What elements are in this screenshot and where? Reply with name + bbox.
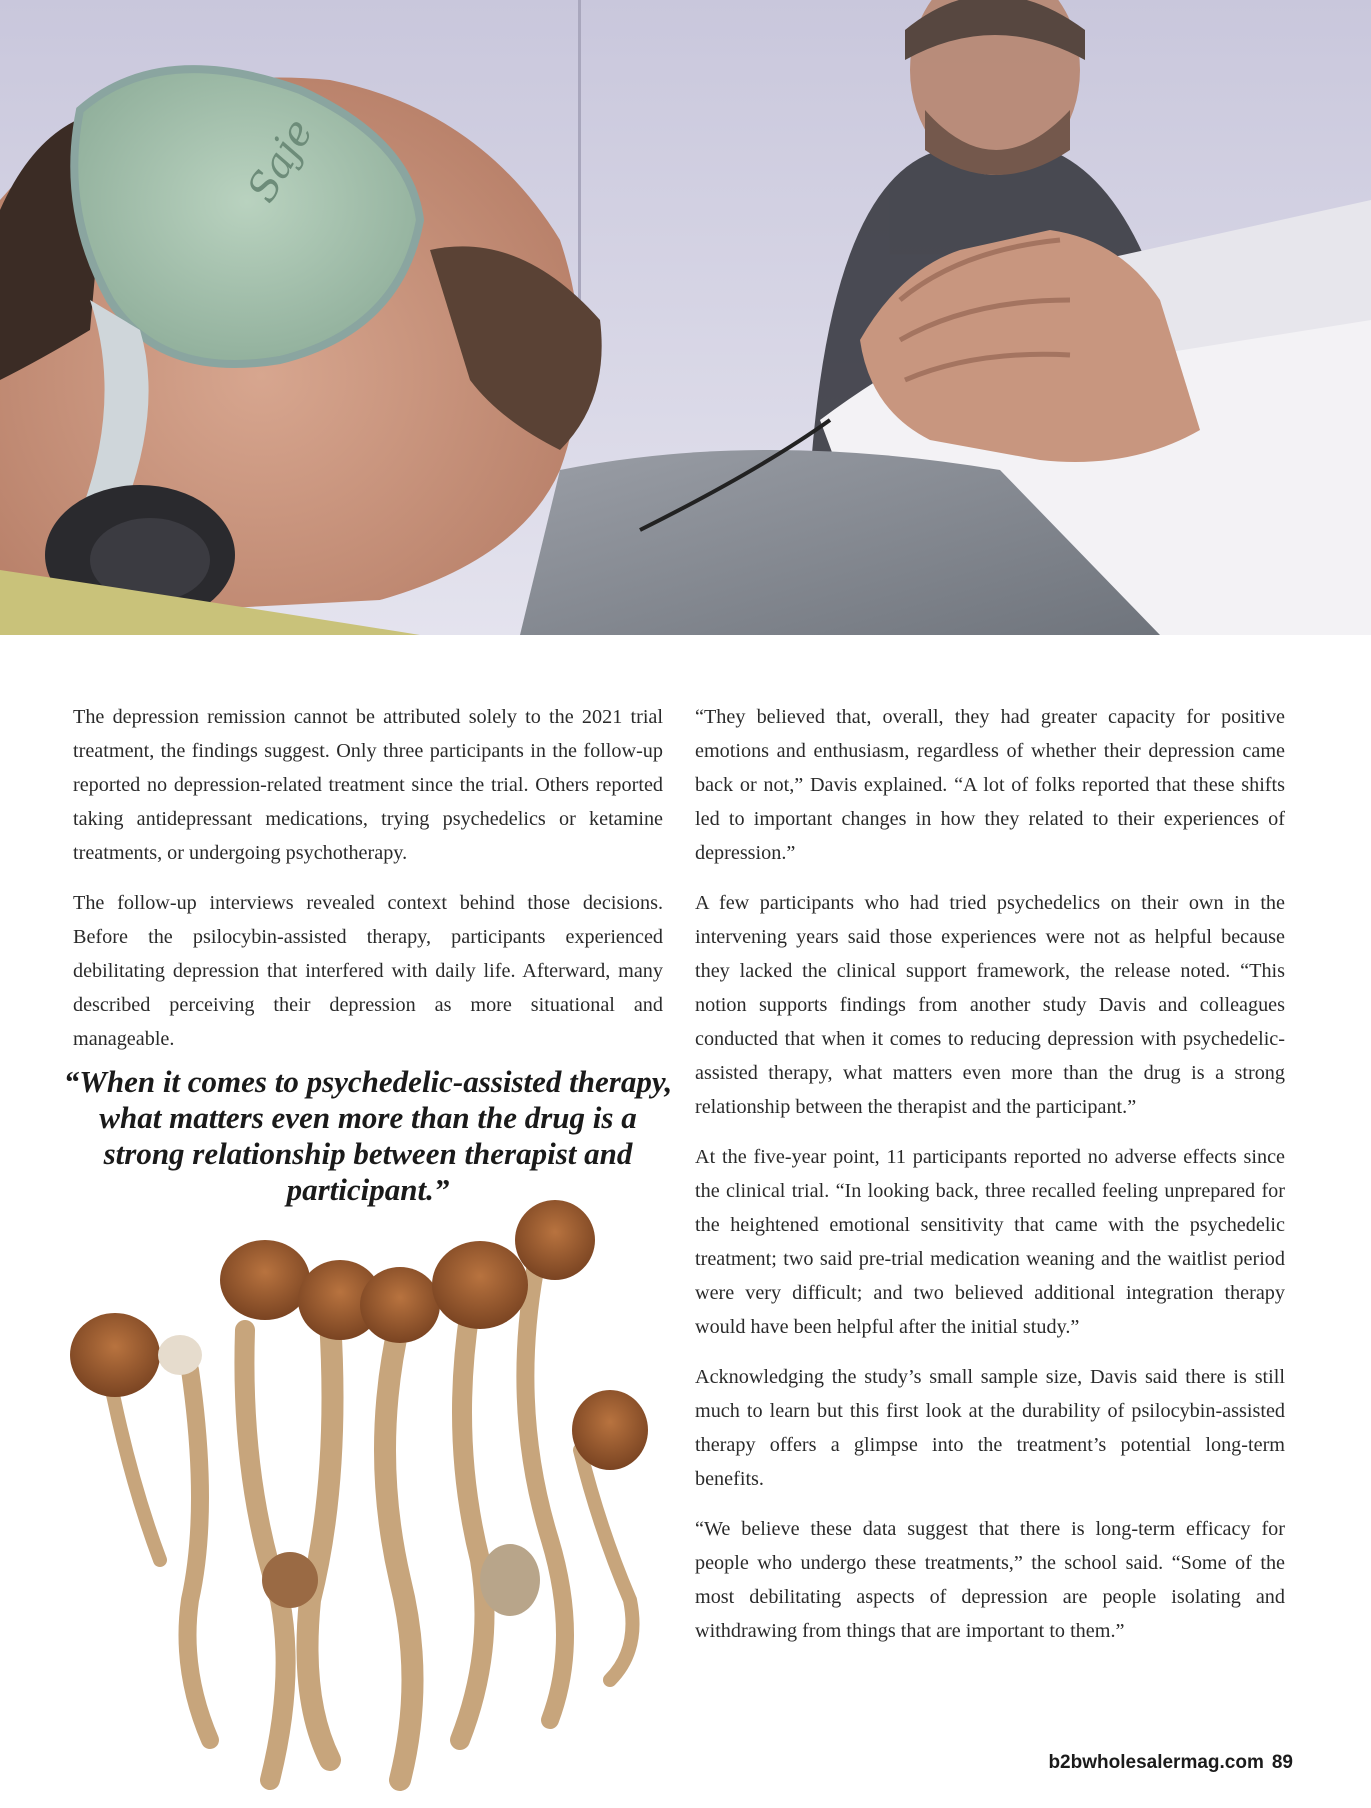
paragraph: At the five-year point, 11 participants reported no adverse effects since the clinical trial. “In looking back, three recalled feeling unprepared for the heightened emotional sensitivity that came with the psychedelic treatment; two said pre-trial medication weaning and the waitlist period were very difficult; and two believed additional integration therapy would have been helpful after the initial study.” bbox=[695, 1146, 1285, 1338]
right-column bbox=[695, 700, 1285, 1664]
svg-text:Saje: Saje bbox=[238, 111, 323, 210]
hero-illustration bbox=[0, 0, 1371, 635]
paragraph: A few participants who had tried psychedelics on their own in the intervening years said those experiences were not as helpful because they lacked the clinical support framework, the release noted. “This notion supports findings from another study Davis and colleagues conducted that when it comes to reducing depression with psychedelic-assisted therapy, what matters even more than the drug is a strong relationship between the therapist and the participant.” bbox=[695, 892, 1285, 1118]
page-footer bbox=[1048, 1752, 1293, 1774]
mushroom-illustration bbox=[40, 1180, 680, 1800]
paragraph: Acknowledging the study’s small sample size, Davis said there is still much to learn but this first look at the durability of psilocybin-assisted therapy offers a glimpse into the treatment’s potential long-term benefits. bbox=[695, 1366, 1285, 1490]
paragraph: “They believed that, overall, they had greater capacity for positive emotions and enthusiasm, regardless of whether their depression came back or not,” Davis explained. “A lot of folks reported that these shifts led to important changes in how they related to their experiences of depression.” bbox=[695, 706, 1285, 864]
left-column bbox=[73, 700, 663, 1072]
pull-quote: “When it comes to psychedelic-assisted therapy, what matters even more than the drug is a strong relationship between therapist and participant.” bbox=[63, 1064, 673, 1207]
paragraph: “We believe these data suggest that there is long-term efficacy for people who undergo these treatments,” the school said. “Some of the most debilitating aspects of depression are people isolating and withdrawing from things that are important to them.” bbox=[695, 1518, 1285, 1642]
page-number: 89 bbox=[1271, 1752, 1293, 1773]
mushroom-photo bbox=[40, 1180, 680, 1800]
paragraph: The follow-up interviews revealed context behind those decisions. Before the psilocybin-assisted therapy, participants experienced debilitating depression that interfered with daily life. Afterward, many described perceiving their depression as more situational and manageable. bbox=[73, 892, 663, 1050]
hero-photo bbox=[0, 0, 1371, 635]
paragraph: The depression remission cannot be attributed solely to the 2021 trial treatment, the findings suggest. Only three participants in the follow-up reported no depression-related treatment since the trial. Others reported taking antidepressant medications, trying psychedelics or ketamine treatments, or undergoing psychotherapy. bbox=[73, 706, 663, 864]
footer-site-link[interactable]: b2bwholesalermag.com bbox=[1048, 1752, 1264, 1773]
